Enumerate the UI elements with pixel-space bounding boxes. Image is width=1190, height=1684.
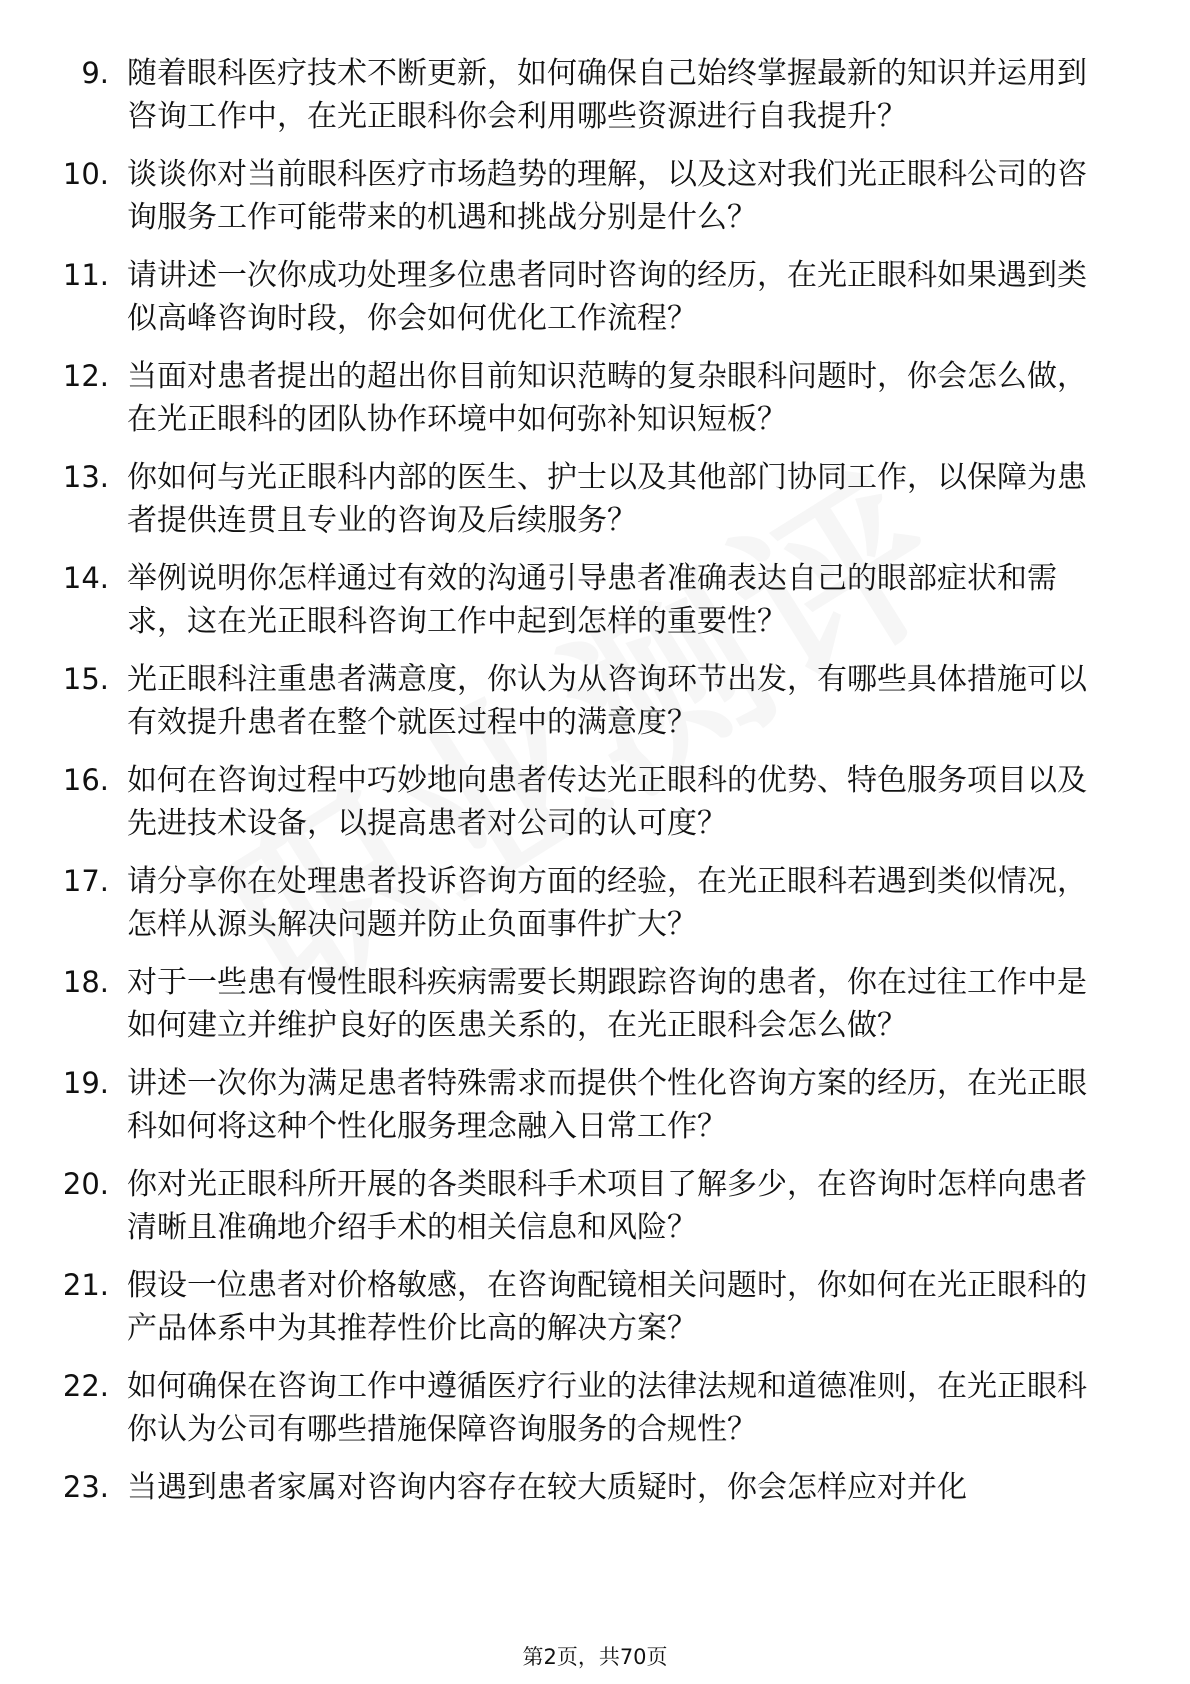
- question-text: 对于一些患有慢性眼科疾病需要长期跟踪咨询的患者，你在过往工作中是如何建立并维护良好的医患关系的，在光正眼科会怎么做？: [127, 965, 1087, 1043]
- question-list: [0, 52, 1190, 1524]
- question-number: 9.: [81, 56, 109, 90]
- question-item: [0, 153, 1190, 239]
- question-item: [0, 961, 1190, 1047]
- question-item: [0, 355, 1190, 441]
- question-item: [0, 456, 1190, 542]
- question-item: [0, 254, 1190, 340]
- question-number: 11.: [62, 258, 109, 292]
- question-text: 光正眼科注重患者满意度，你认为从咨询环节出发，有哪些具体措施可以有效提升患者在整个就医过程中的满意度？: [127, 662, 1087, 740]
- question-number: 16.: [62, 763, 109, 797]
- question-number: 18.: [62, 965, 109, 999]
- question-item: [0, 1062, 1190, 1148]
- question-number: 10.: [62, 157, 109, 191]
- question-item: [0, 1365, 1190, 1451]
- question-text: 当面对患者提出的超出你目前知识范畴的复杂眼科问题时，你会怎么做，在光正眼科的团队协作环境中如何弥补知识短板？: [127, 359, 1087, 437]
- question-number: 20.: [62, 1167, 109, 1201]
- question-text: 你对光正眼科所开展的各类眼科手术项目了解多少，在咨询时怎样向患者清晰且准确地介绍手术的相关信息和风险？: [127, 1167, 1087, 1245]
- question-number: 12.: [62, 359, 109, 393]
- question-number: 17.: [62, 864, 109, 898]
- question-item: [0, 1163, 1190, 1249]
- question-text: 请分享你在处理患者投诉咨询方面的经验，在光正眼科若遇到类似情况，怎样从源头解决问题并防止负面事件扩大？: [127, 864, 1087, 942]
- page-number-footer: 第2页，共70页: [0, 1644, 1190, 1670]
- question-number: 13.: [62, 460, 109, 494]
- question-item: [0, 52, 1190, 138]
- question-text: 你如何与光正眼科内部的医生、护士以及其他部门协同工作，以保障为患者提供连贯且专业的咨询及后续服务？: [127, 460, 1087, 538]
- question-item: [0, 1466, 1190, 1509]
- question-text: 举例说明你怎样通过有效的沟通引导患者准确表达自己的眼部症状和需求，这在光正眼科咨询工作中起到怎样的重要性？: [127, 561, 1057, 639]
- question-number: 23.: [62, 1470, 109, 1504]
- question-item: [0, 1264, 1190, 1350]
- question-number: 22.: [62, 1369, 109, 1403]
- question-item: [0, 658, 1190, 744]
- question-number: 14.: [62, 561, 109, 595]
- question-text: 请讲述一次你成功处理多位患者同时咨询的经历，在光正眼科如果遇到类似高峰咨询时段，你会如何优化工作流程？: [127, 258, 1087, 336]
- question-text: 如何在咨询过程中巧妙地向患者传达光正眼科的优势、特色服务项目以及先进技术设备，以提高患者对公司的认可度？: [127, 763, 1087, 841]
- question-number: 19.: [62, 1066, 109, 1100]
- question-text: 当遇到患者家属对咨询内容存在较大质疑时，你会怎样应对并化: [127, 1470, 967, 1505]
- question-text: 随着眼科医疗技术不断更新，如何确保自己始终掌握最新的知识并运用到咨询工作中，在光正眼科你会利用哪些资源进行自我提升？: [127, 56, 1087, 134]
- question-text: 谈谈你对当前眼科医疗市场趋势的理解，以及这对我们光正眼科公司的咨询服务工作可能带来的机遇和挑战分别是什么？: [127, 157, 1087, 235]
- question-item: [0, 860, 1190, 946]
- question-item: [0, 557, 1190, 643]
- question-number: 15.: [62, 662, 109, 696]
- question-text: 假设一位患者对价格敏感，在咨询配镜相关问题时，你如何在光正眼科的产品体系中为其推荐性价比高的解决方案？: [127, 1268, 1087, 1346]
- question-text: 如何确保在咨询工作中遵循医疗行业的法律法规和道德准则，在光正眼科你认为公司有哪些措施保障咨询服务的合规性？: [127, 1369, 1087, 1447]
- question-item: [0, 759, 1190, 845]
- question-number: 21.: [62, 1268, 109, 1302]
- question-text: 讲述一次你为满足患者特殊需求而提供个性化咨询方案的经历，在光正眼科如何将这种个性化服务理念融入日常工作？: [127, 1066, 1087, 1144]
